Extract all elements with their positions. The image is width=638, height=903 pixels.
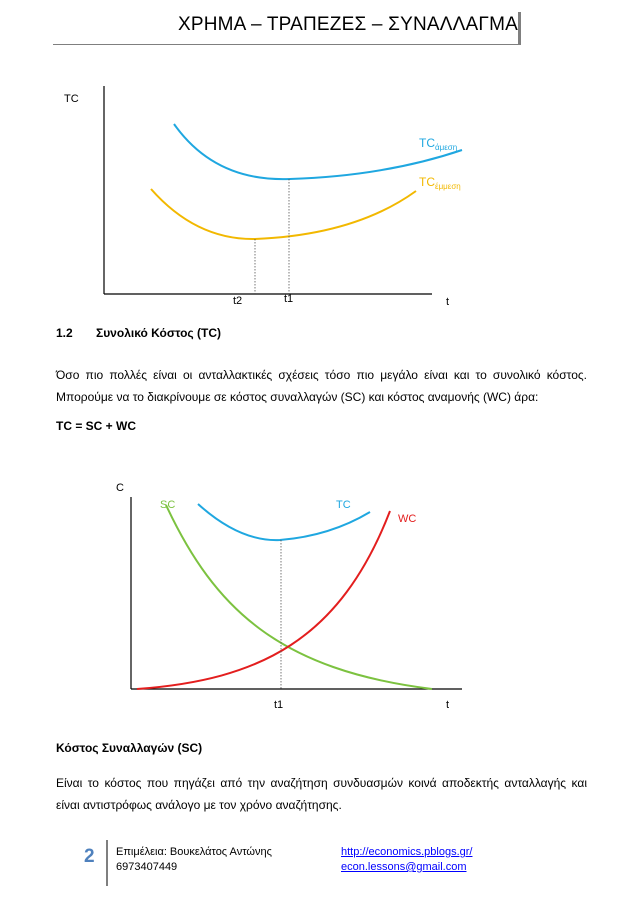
fig2-x-label: t: [446, 699, 450, 711]
fig1-legend-direct-main: TC: [419, 136, 435, 150]
paragraph-line: είναι αντιστρόφως ανάλογο με τον χρόνο αναζήτησης.: [56, 798, 342, 812]
footer-editor: Επιμέλεια: Βουκελάτος Αντώνης: [116, 846, 272, 858]
section-number: 1.2: [56, 326, 73, 340]
fig2-legend-tc: TC: [336, 499, 351, 511]
fig1-tick-t1: t1: [284, 293, 294, 305]
footer-website-link[interactable]: http://economics.pblogs.gr/: [341, 846, 473, 858]
paragraph-line: Είναι το κόστος που πηγάζει από την αναζήτηση συνδυασμών κοινά αποδεκτής ανταλλαγής και: [56, 776, 587, 790]
fig2-curve-tc: [198, 504, 370, 540]
fig1-legend-indirect-sub: έμμεση: [435, 182, 461, 191]
fig2-y-label: C: [116, 482, 124, 494]
fig1-curve-tc-direct: [174, 124, 462, 179]
fig1-curve-tc-indirect: [151, 189, 416, 239]
formula-tc: TC = SC + WC: [56, 419, 137, 433]
fig1-legend-indirect-main: TC: [419, 175, 435, 189]
header-accent-bar: [518, 12, 521, 44]
fig1-y-label: TC: [64, 93, 79, 105]
footer-phone: 6973407449: [116, 861, 178, 873]
footer-divider: [106, 840, 108, 886]
paragraph-line: Όσο πιο πολλές είναι οι ανταλλακτικές σχέσεις τόσο πιο μεγάλο είναι και το συνολικό κόστος.: [56, 368, 587, 382]
fig1-x-label: t: [446, 296, 450, 308]
fig2-tick-t1: t1: [274, 699, 284, 711]
fig1-legend-direct: [419, 136, 457, 152]
fig2-legend-sc: SC: [160, 499, 176, 511]
page-header-title: ΧΡΗΜΑ – ΤΡΑΠΕΖΕΣ – ΣΥΝΑΛΛΑΓΜΑ: [177, 14, 518, 35]
subsection-heading: Κόστος Συναλλαγών (SC): [56, 741, 203, 755]
page-number: 2: [84, 846, 95, 867]
fig2-curve-wc: [137, 511, 390, 689]
footer-email-link[interactable]: econ.lessons@gmail.com: [341, 861, 467, 873]
subsection-paragraph: [56, 772, 587, 816]
fig2-curve-sc: [166, 505, 432, 689]
fig1-tick-t2: t2: [233, 295, 243, 307]
fig1-legend-direct-sub: άμεση: [435, 143, 458, 152]
section-title: Συνολικό Κόστος (TC): [96, 326, 221, 340]
footer-contact-block: [341, 845, 472, 875]
fig1-legend-indirect: [419, 175, 461, 191]
section-heading: [56, 326, 221, 340]
header-rule: [53, 44, 521, 45]
footer-editor-block: [116, 845, 272, 875]
section-paragraph: [56, 364, 587, 408]
fig2-legend-wc: WC: [398, 513, 417, 525]
paragraph-line: Μπορούμε να το διακρίνουμε σε κόστος συναλλαγών (SC) και κόστος αναμονής (WC) άρα:: [56, 390, 539, 404]
